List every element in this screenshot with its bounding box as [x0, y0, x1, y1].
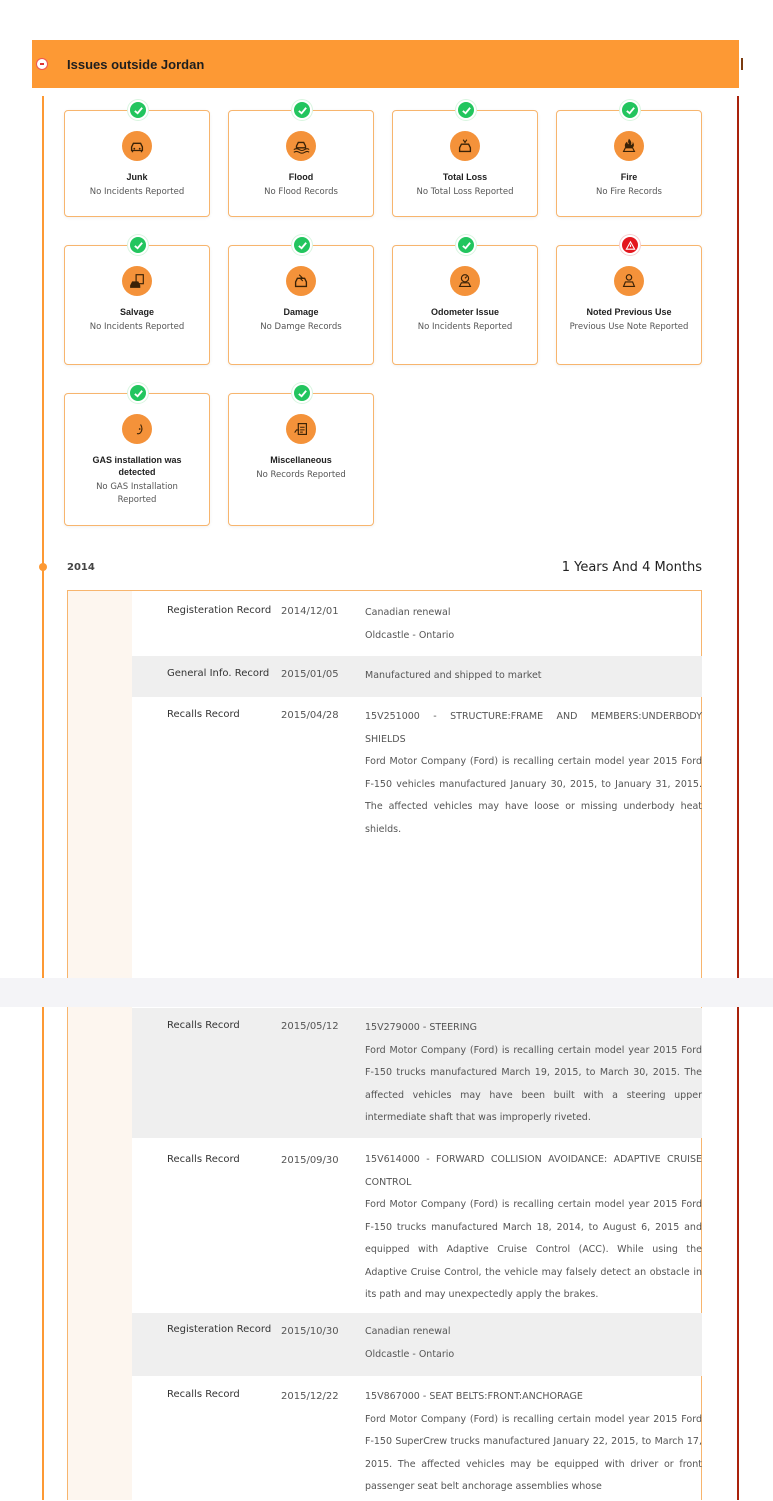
records-stub	[68, 591, 132, 1500]
record-line: 15V251000 - STRUCTURE:FRAME AND MEMBERS:UNDERBODY SHIELDS	[365, 711, 702, 745]
record-type: Recalls Record	[167, 1020, 240, 1031]
total-loss-icon	[450, 131, 480, 161]
card-fire	[556, 110, 702, 217]
warning-icon	[620, 235, 640, 255]
record-date: 2014/12/01	[281, 606, 339, 617]
card-salvage	[64, 245, 210, 365]
timeline-line	[42, 1007, 44, 1500]
record-description	[365, 1386, 702, 1499]
record-description	[365, 706, 702, 841]
clipboard-icon	[286, 414, 316, 444]
record-row	[132, 656, 702, 697]
card-title: Fire	[620, 172, 638, 182]
record-line: Ford Motor Company (Ford) is recalling certain model year 2015 Ford F-150 trucks manufactured March 18, 2014, to August 6, 2015 and equipped with Adaptive Cruise Control (ACC). While using the Adaptive Cruise Control, the vehicle may falsely detect an obstacle in its path and may unexpectedly apply the brakes.	[365, 1199, 702, 1300]
car-junk-icon	[122, 131, 152, 161]
card-subtitle: No Fire Records	[596, 187, 662, 197]
record-line: Ford Motor Company (Ford) is recalling certain model year 2015 Ford F-150 SuperCrew trucks manufactured January 22, 2015, to March 17, 2015. The affected vehicles may be equipped with driver or front passenger seat belt anchorage assemblies whose	[365, 1413, 702, 1492]
issues-outside-jordan-header[interactable]	[32, 40, 739, 88]
card-title: Salvage	[119, 307, 155, 317]
card-junk	[64, 110, 210, 217]
card-subtitle: No Incidents Reported	[89, 322, 185, 332]
check-icon	[456, 100, 476, 120]
card-title: Odometer Issue	[430, 307, 500, 317]
card-miscellaneous	[228, 393, 374, 526]
card-title: Miscellaneous	[270, 455, 332, 465]
record-line: 15V614000 - FORWARD COLLISION AVOIDANCE: ADAPTIVE CRUISE CONTROL	[365, 1154, 702, 1188]
record-date: 2015/05/12	[281, 1021, 339, 1032]
card-subtitle: No Incidents Reported	[417, 322, 513, 332]
record-row	[132, 1376, 702, 1501]
record-line: Oldcastle - Ontario	[365, 1348, 455, 1360]
record-description	[365, 1149, 702, 1307]
card-title: Junk	[126, 172, 148, 182]
record-line: Canadian renewal	[365, 1326, 451, 1337]
record-line: 15V279000 - STEERING	[365, 1022, 478, 1033]
card-damage	[228, 245, 374, 365]
odometer-icon	[450, 266, 480, 296]
check-icon	[620, 100, 640, 120]
record-row	[132, 1313, 702, 1376]
check-icon	[128, 383, 148, 403]
check-icon	[292, 235, 312, 255]
record-line: Manufactured and shipped to market	[365, 670, 542, 681]
right-border	[737, 96, 739, 978]
record-description	[365, 602, 702, 647]
record-type: Recalls Record	[167, 1389, 240, 1400]
flood-icon	[286, 131, 316, 161]
fire-icon	[614, 131, 644, 161]
right-border	[737, 1007, 739, 1500]
record-type: Recalls Record	[167, 1154, 240, 1165]
card-noted-previous-use	[556, 245, 702, 365]
record-type: Recalls Record	[167, 709, 240, 720]
timeline-year: 2014	[67, 562, 95, 573]
card-title: Total Loss	[442, 172, 488, 182]
card-flood	[228, 110, 374, 217]
timeline-dot	[39, 563, 47, 571]
card-subtitle: No Total Loss Reported	[416, 187, 514, 197]
card-title: Flood	[288, 172, 314, 182]
record-description	[365, 1321, 702, 1366]
section-title: Issues outside Jordan	[67, 57, 205, 72]
record-date: 2015/10/30	[281, 1326, 339, 1337]
card-subtitle: No Flood Records	[264, 187, 338, 197]
card-title: Damage	[283, 307, 319, 317]
card-subtitle: No Records Reported	[256, 470, 346, 480]
record-description	[365, 665, 702, 688]
card-gas-installation	[64, 393, 210, 526]
header-edge	[741, 58, 743, 70]
record-type: Registeration Record	[167, 605, 272, 616]
collapse-icon[interactable]	[37, 59, 47, 69]
check-icon	[292, 383, 312, 403]
card-subtitle: No GAS Installation Reported	[96, 482, 178, 505]
card-total-loss	[392, 110, 538, 217]
check-icon	[456, 235, 476, 255]
card-title: Noted Previous Use	[586, 307, 672, 317]
record-date: 2015/12/22	[281, 1391, 339, 1402]
record-line: Ford Motor Company (Ford) is recalling certain model year 2015 Ford F-150 vehicles manufactured January 30, 2015, to January 31, 2015. The affected vehicles may have loose or missing underbody heat shields.	[365, 756, 702, 835]
record-type: General Info. Record	[167, 668, 270, 679]
check-icon	[292, 100, 312, 120]
timeline-duration: 1 Years And 4 Months	[561, 560, 702, 575]
check-icon	[128, 235, 148, 255]
record-line: 15V867000 - SEAT BELTS:FRONT:ANCHORAGE	[365, 1391, 583, 1402]
record-date: 2015/04/28	[281, 710, 339, 721]
scroll-gap	[0, 978, 773, 1007]
card-title: GAS installation was detected	[92, 455, 182, 477]
record-description	[365, 1017, 702, 1130]
previous-use-icon	[614, 266, 644, 296]
record-line: Canadian renewal	[365, 607, 451, 618]
record-row	[132, 697, 702, 979]
card-subtitle: No Incidents Reported	[89, 187, 185, 197]
card-odometer-issue	[392, 245, 538, 365]
gas-icon	[122, 414, 152, 444]
records-table	[67, 590, 702, 1500]
damage-icon	[286, 266, 316, 296]
record-type: Registeration Record	[167, 1324, 272, 1335]
timeline-line	[42, 96, 44, 978]
record-line: Ford Motor Company (Ford) is recalling certain model year 2015 Ford F-150 trucks manufactured March 19, 2015, to March 30, 2015. The affected vehicles may have been built with a steering upper intermediate shaft that was improperly riveted.	[365, 1044, 702, 1123]
record-date: 2015/01/05	[281, 669, 339, 680]
card-subtitle: Previous Use Note Reported	[569, 322, 689, 332]
record-row	[132, 591, 702, 656]
record-row	[132, 1008, 702, 1138]
record-date: 2015/09/30	[281, 1155, 339, 1166]
record-line: Oldcastle - Ontario	[365, 629, 455, 641]
check-icon	[128, 100, 148, 120]
salvage-icon	[122, 266, 152, 296]
record-row	[132, 1138, 702, 1313]
card-subtitle: No Damge Records	[260, 322, 342, 332]
